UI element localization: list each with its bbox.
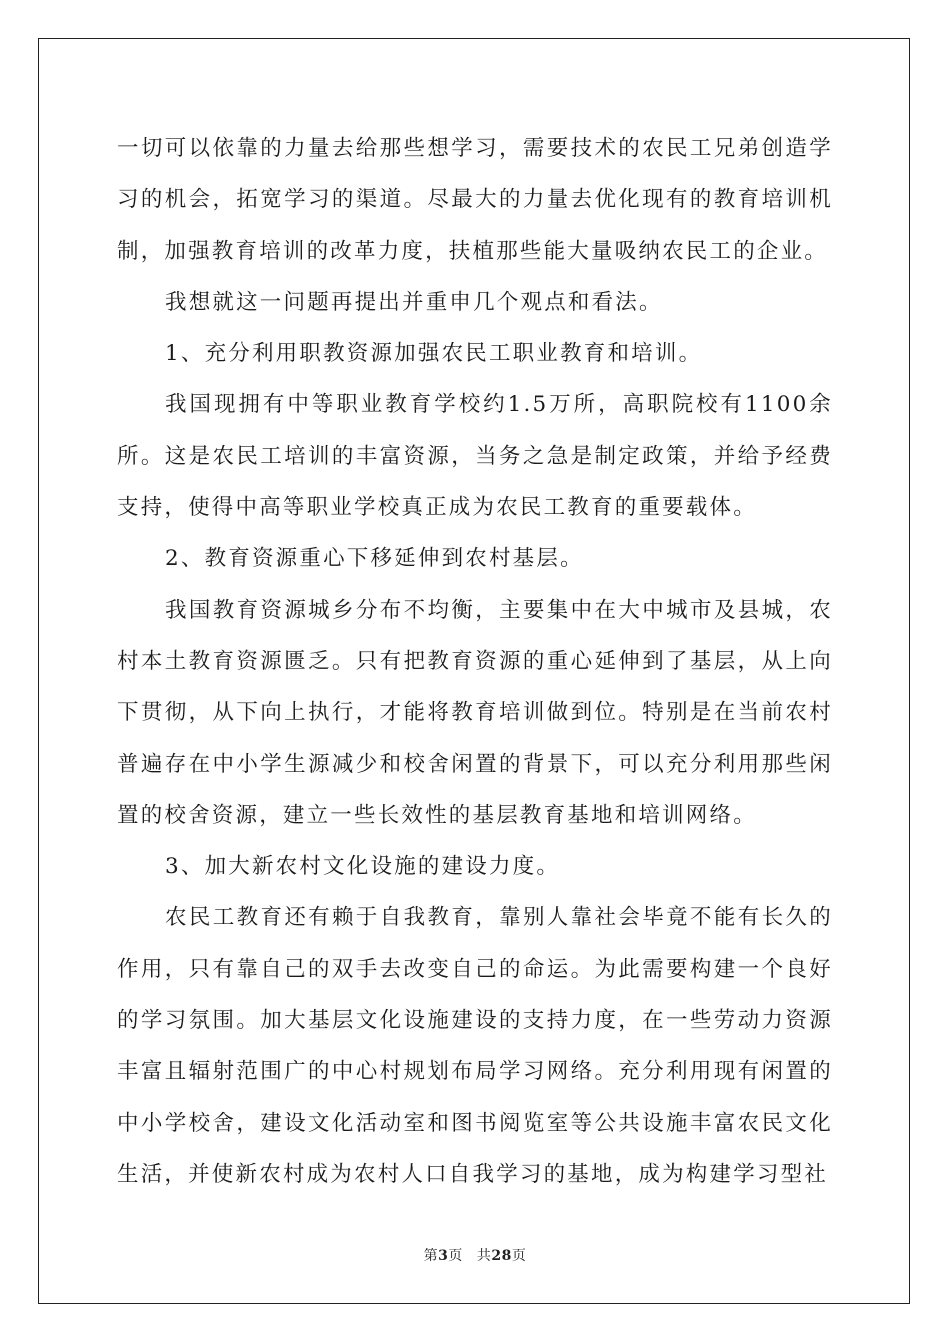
page-footer xyxy=(0,1245,950,1265)
paragraph-1: 一切可以依靠的力量去给那些想学习，需要技术的农民工兄弟创造学习的机会，拓宽学习的渠道。尽最大的力量去优化现有的教育培训机制，加强教育培训的改革力度，扶植那些能大量吸纳农民工的企业。 xyxy=(117,136,833,264)
paragraph-7: 3、加大新农村文化设施的建设力度。 xyxy=(165,854,561,880)
page-current-number: 3 xyxy=(438,1248,449,1264)
page-suffix: 页 xyxy=(448,1248,463,1264)
paragraph-8: 农民工教育还有赖于自我教育，靠别人靠社会毕竟不能有长久的作用，只有靠自己的双手去改变自己的命运。为此需要构建一个良好的学习氛围。加大基层文化设施建设的支持力度，在一些劳动力资源丰富且辐射范围广的中心村规划布局学习网络。充分利用现有闲置的中小学校舍，建设文化活动室和图书阅览室等公共设施丰富农民文化生活，并使新农村成为农村人口自我学习的基地，成为构建学习型社 xyxy=(117,905,833,1187)
page-total-number: 28 xyxy=(491,1248,512,1264)
page-prefix: 第 xyxy=(423,1248,439,1264)
paragraph-5: 2、教育资源重心下移延伸到农村基层。 xyxy=(165,546,584,572)
paragraph-6: 我国教育资源城乡分布不均衡，主要集中在大中城市及县城，农村本土教育资源匮乏。只有把教育资源的重心延伸到了基层，从上向下贯彻，从下向上执行，才能将教育培训做到位。特别是在当前农村普遍存在中小学生源减少和校舍闲置的背景下，可以充分利用那些闲置的校舍资源，建立一些长效性的基层教育基地和培训网络。 xyxy=(117,597,833,828)
paragraph-4: 我国现拥有中等职业教育学校约1.5万所，高职院校有1100余所。这是农民工培训的丰富资源，当务之急是制定政策，并给予经费支持，使得中高等职业学校真正成为农民工教育的重要载体。 xyxy=(117,392,833,521)
total-prefix: 共 xyxy=(476,1248,492,1264)
paragraph-2: 我想就这一问题再提出并重申几个观点和看法。 xyxy=(165,289,663,315)
document-body xyxy=(117,123,833,1200)
total-suffix: 页 xyxy=(511,1248,527,1264)
paragraph-3: 1、充分利用职教资源加强农民工职业教育和培训。 xyxy=(165,341,703,367)
